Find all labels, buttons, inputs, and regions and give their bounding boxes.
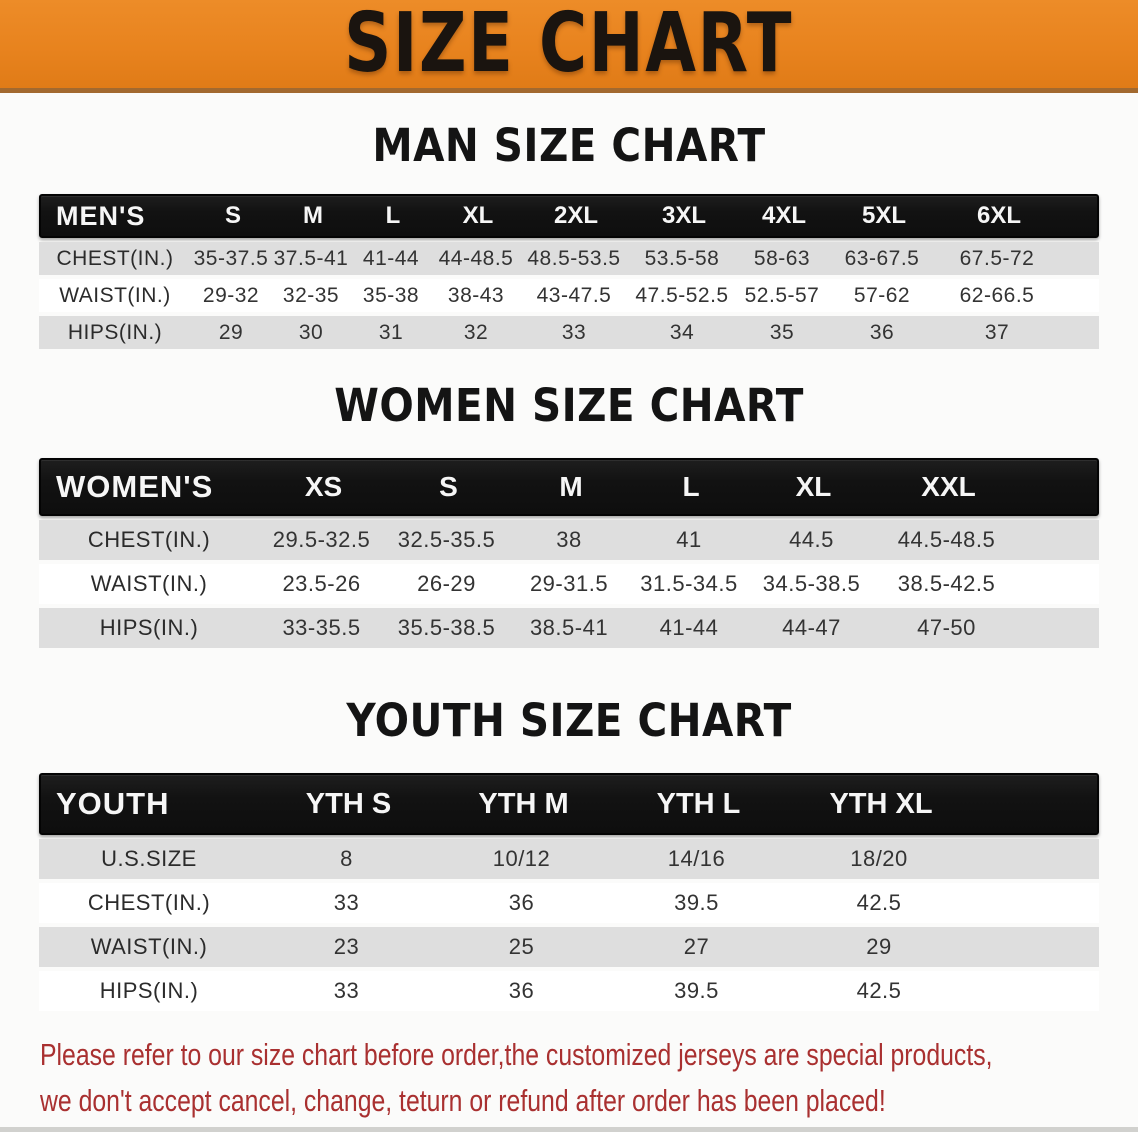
size-column-header: 4XL <box>761 202 806 229</box>
women-table-row-hips-in <box>39 608 1099 648</box>
size-value: 44.5-48.5 <box>897 527 996 552</box>
note-line-2: we don't accept cancel, change, teturn or refund after order has been placed! <box>40 1082 886 1118</box>
men-table-row-waist-in <box>39 279 1099 312</box>
size-value: 18/20 <box>850 846 908 871</box>
size-value: 39.5 <box>674 978 719 1003</box>
size-column-header: M <box>303 202 323 229</box>
size-value: 31 <box>378 320 404 344</box>
size-value: 14/16 <box>667 846 726 871</box>
row-label: WAIST(IN.) <box>59 283 171 307</box>
size-value: 37 <box>984 320 1010 344</box>
men-table-header-bar <box>39 194 1099 238</box>
row-label: WAIST(IN.) <box>90 934 208 959</box>
row-label: WAIST(IN.) <box>90 571 208 596</box>
size-column-header: XL <box>795 471 832 502</box>
size-value: 36 <box>869 320 895 344</box>
size-column-header: XL <box>462 202 494 229</box>
youth-table-row-waist-in <box>39 927 1099 967</box>
size-value: 44-47 <box>782 615 841 640</box>
size-value: 52.5-57 <box>744 283 820 307</box>
size-value: 44.5 <box>789 527 834 552</box>
size-column-header: 5XL <box>861 202 906 229</box>
size-value: 36 <box>508 978 535 1003</box>
size-value: 23.5-26 <box>282 571 361 596</box>
men-table-row-hips-in <box>39 316 1099 349</box>
banner-title: SIZE CHART <box>344 0 794 91</box>
men-table-row-chest-in <box>39 242 1099 275</box>
size-value: 42.5 <box>856 890 902 915</box>
size-value: 26-29 <box>417 571 476 596</box>
size-value: 57-62 <box>853 283 911 307</box>
footer-note <box>40 1037 1138 1118</box>
size-column-header: S <box>224 202 241 229</box>
size-value: 47-50 <box>917 615 976 640</box>
size-value: 32-35 <box>282 283 340 307</box>
size-value: 41-44 <box>659 615 719 640</box>
size-value: 39.5 <box>674 890 719 915</box>
men-section <box>0 119 1138 349</box>
size-column-header: 3XL <box>661 202 706 229</box>
size-value: 30 <box>298 320 324 344</box>
size-value: 29 <box>218 320 244 344</box>
size-value: 23 <box>333 934 360 959</box>
size-value: 35 <box>769 320 795 344</box>
size-value: 8 <box>340 846 353 871</box>
size-value: 31.5-34.5 <box>640 571 738 596</box>
youth-table-header-bar <box>39 773 1099 835</box>
size-column-header: 2XL <box>553 202 598 229</box>
size-value: 29-32 <box>202 283 260 307</box>
size-value: 53.5-58 <box>644 246 720 270</box>
size-column-header: L <box>385 202 401 229</box>
size-value: 34 <box>669 320 695 344</box>
women-table-header-bar <box>39 458 1099 516</box>
size-value: 29 <box>866 934 892 959</box>
size-value: 34.5-38.5 <box>762 571 861 596</box>
row-label: CHEST(IN.) <box>87 527 211 552</box>
size-value: 33 <box>561 320 587 344</box>
women-section-title: WOMEN SIZE CHART <box>334 379 804 432</box>
size-value: 42.5 <box>856 978 902 1003</box>
note-line-1: Please refer to our size chart before order,the customized jerseys are special products, <box>40 1037 993 1072</box>
size-column-header: XXL <box>921 471 976 502</box>
size-value: 48.5-53.5 <box>527 246 621 270</box>
size-value: 41 <box>676 527 702 552</box>
size-column-header: M <box>559 471 583 502</box>
youth-table-row-u-s-size <box>39 839 1099 879</box>
size-value: 67.5-72 <box>959 246 1035 270</box>
size-value: 32.5-35.5 <box>397 527 496 552</box>
men-section-title: MAN SIZE CHART <box>372 119 766 172</box>
size-value: 25 <box>508 934 535 959</box>
women-header-label: WOMEN'S <box>56 469 214 504</box>
size-value: 27 <box>683 934 710 959</box>
row-label: CHEST(IN.) <box>87 890 211 915</box>
size-value: 33 <box>333 978 360 1003</box>
size-column-header: 6XL <box>976 202 1021 229</box>
youth-size-table <box>39 773 1099 1011</box>
size-value: 32 <box>463 320 489 344</box>
youth-table-row-hips-in <box>39 971 1099 1011</box>
size-value: 58-63 <box>753 246 811 270</box>
men-size-table <box>39 194 1099 349</box>
bottom-edge-divider <box>0 1127 1138 1132</box>
size-value: 38.5-42.5 <box>897 571 996 596</box>
youth-table-row-chest-in <box>39 883 1099 923</box>
size-value: 33-35.5 <box>282 615 361 640</box>
size-value: 35-38 <box>362 283 420 307</box>
women-table-row-waist-in <box>39 564 1099 604</box>
size-value: 62-66.5 <box>959 283 1035 307</box>
row-label: HIPS(IN.) <box>99 978 199 1003</box>
size-value: 10/12 <box>492 846 551 871</box>
size-value: 37.5-41 <box>273 246 349 270</box>
size-value: 38-43 <box>447 283 505 307</box>
size-column-header: S <box>439 471 458 502</box>
size-column-header: YTH L <box>656 787 741 820</box>
size-value: 29.5-32.5 <box>272 527 371 552</box>
size-value: 29-31.5 <box>529 571 609 596</box>
size-value: 38.5-41 <box>529 615 609 640</box>
size-value: 35.5-38.5 <box>397 615 496 640</box>
women-table-row-chest-in <box>39 520 1099 560</box>
men-header-label: MEN'S <box>56 200 146 231</box>
size-value: 33 <box>333 890 360 915</box>
row-label: CHEST(IN.) <box>56 246 174 270</box>
size-column-header: YTH M <box>478 787 569 820</box>
size-value: 44-48.5 <box>438 246 514 270</box>
row-label: HIPS(IN.) <box>99 615 199 640</box>
size-value: 38 <box>556 527 582 552</box>
size-column-header: YTH XL <box>829 787 933 820</box>
row-label: U.S.SIZE <box>101 846 197 871</box>
banner <box>0 0 1138 93</box>
size-value: 43-47.5 <box>536 283 612 307</box>
size-value: 47.5-52.5 <box>635 283 729 307</box>
youth-header-label: YOUTH <box>56 786 170 821</box>
youth-section-title: YOUTH SIZE CHART <box>346 694 792 747</box>
row-label: HIPS(IN.) <box>67 320 163 344</box>
size-value: 63-67.5 <box>844 246 920 270</box>
size-value: 41-44 <box>362 246 420 270</box>
size-column-header: L <box>682 471 700 502</box>
women-section <box>0 379 1138 648</box>
size-value: 35-37.5 <box>193 246 269 270</box>
size-column-header: XS <box>304 471 343 502</box>
size-value: 36 <box>508 890 535 915</box>
women-size-table <box>39 458 1099 648</box>
size-column-header: YTH S <box>305 787 392 820</box>
youth-section <box>0 694 1138 1011</box>
